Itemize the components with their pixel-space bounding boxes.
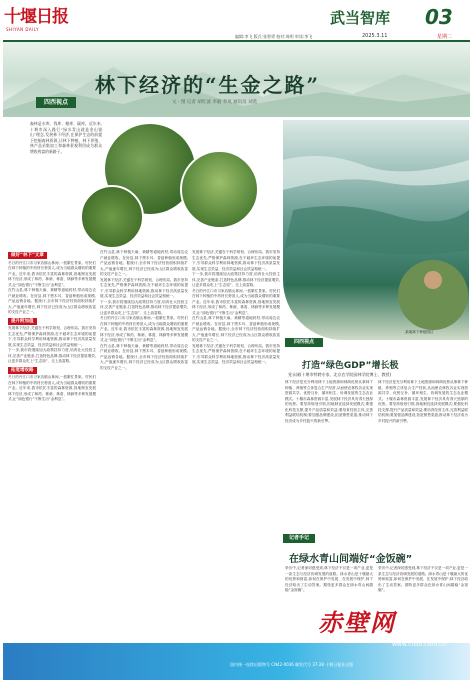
page-number: 03 [425, 5, 453, 29]
paragraph-8: 下一步,我市将继续加大政策扶持力度,培育壮大经营主体,完善产业链条,打造特色品牌,推动林下经济提质增效,让更多群众吃上“生态饭”、走上致富路。 [100, 299, 188, 315]
subhead-1: 做好“林下”文章 [8, 253, 96, 259]
issue-weekday: 星期二 [437, 34, 453, 40]
article-column-2 [100, 250, 188, 640]
article3-badge: 记者手记 [283, 534, 315, 543]
masthead-logo: 十堰日报 [4, 7, 68, 27]
lake-aerial-photo [283, 120, 469, 340]
masthead-subtitle: SHIYAN DAILY [6, 27, 39, 32]
section-kicker: 四西视点 [36, 97, 76, 108]
paragraph-10: 在竹山县,林下种植天麻、黄精等道地药材,带动周边农户就业增收。在房县,林下黑木耳、香菇种植形成规模,产品远销各地。据统计,全市林下经济经营面积持续扩大,产值逐年增长,林下经济已经成为山区群众增收致富的支柱产业之一。 [100, 343, 188, 370]
article-column-3 [192, 250, 280, 640]
site-url[interactable]: www.chibi.com.cn [392, 641, 447, 648]
article-title: 林下经济的“生金之路” [95, 73, 321, 97]
photo-caption: 某地林下种植园区 [405, 330, 434, 334]
article3-column-2: 采访中,记者深切感受到,林下经济不仅是一项产业,更是一条生态与经济协调发展的道路。绿水青山是十堰最大的优势和财富,如何在保护中发展、在发展中保护,林下经济给出了生动答案。期待更多群众在绿水青山间端稳“金饭碗”。 [378, 566, 468, 592]
article-byline: 文・图 记者 胡红波 李毅 李岚 通讯员 刘莫 [172, 100, 258, 105]
paragraph-1: 冬日的丹江口市习家店镇山林间,一派繁忙景象。村民们在林下种植的中药材长势喜人,成为当地群众增收的重要产业。近年来,我市依托丰富的森林资源,因地制宜发展林下经济,形成了林药、林菌、林禽、林蜂等多种发展模式,让“绿色银行”不断生出“金利息”。 [8, 260, 96, 287]
paragraph-11: 发展林下经济,关键在于科学规划、合理布局。我市坚持生态优先,严格保护森林资源,在不破坏生态环境的前提下,引导群众科学利用林地资源,推动林下经济高质量发展,实现生态效益、经济效益和社会效益相统一。 [192, 250, 280, 271]
paragraph-9: 冬日的丹江口市习家店镇山林间,一派繁忙景象。村民们在林下种植的中药材长势喜人,成为当地群众增收的重要产业。近年来,我市依托丰富的森林资源,因地制宜发展林下经济,形成了林药、林菌、林禽、林蜂等多种发展模式,让“绿色银行”不断生出“金利息”。 [100, 316, 188, 342]
forest-photo-2 [180, 150, 259, 229]
paragraph-14: 在竹山县,林下种植天麻、黄精等道地药材,带动周边农户就业增收。在房县,林下黑木耳、香菇种植形成规模,产品远销各地。据统计,全市林下经济经营面积持续扩大,产值逐年增长,林下经济已经成为山区群众增收致富的支柱产业之一。 [192, 316, 280, 342]
article2-title: 打造“绿色GDP”增长极 [302, 361, 399, 371]
editor-line: 编辑:李飞 版式:张智勇 校对:周明 审读:李飞 [235, 34, 313, 39]
subhead-2: 提升附加值 [8, 319, 96, 325]
paragraph-7: 发展林下经济,关键在于科学规划、合理布局。我市坚持生态优先,严格保护森林资源,在不破坏生态环境的前提下,引导群众科学利用林地资源,推动林下经济高质量发展,实现生态效益、经济效益和社会效益相统一。 [100, 277, 188, 298]
article2-byline: 党永刚(十堰市特聘专家、北京农学院园林学院博士、教授) [288, 372, 392, 377]
paragraph-2: 在竹山县,林下种植天麻、黄精等道地药材,带动周边农户就业增收。在房县,林下黑木耳、香菇种植形成规模,产品远销各地。据统计,全市林下经济经营面积持续扩大,产值逐年增长,林下经济已经成为山区群众增收致富的支柱产业之一。 [8, 288, 96, 314]
paragraph-15: 发展林下经济,关键在于科学规划、合理布局。我市坚持生态优先,严格保护森林资源,在不破坏生态环境的前提下,引导群众科学利用林地资源,推动林下经济高质量发展,实现生态效益、经济效益和社会效益相统一。 [192, 343, 280, 364]
footer-text: 国内统一连续出版物号 CN42-0036 邮发代号 37-28 十堰日报社出版 [230, 662, 354, 667]
paragraph-12: 下一步,我市将继续加大政策扶持力度,培育壮大经营主体,完善产业链条,打造特色品牌,推动林下经济提质增效,让更多群众吃上“生态饭”、走上致富路。 [192, 272, 280, 287]
paragraph-6: 在竹山县,林下种植天麻、黄精等道地药材,带动周边农户就业增收。在房县,林下黑木耳、香菇种植形成规模,产品远销各地。据统计,全市林下经济经营面积持续扩大,产值逐年增长,林下经济已经成为山区群众增收致富的支柱产业之一。 [100, 250, 188, 276]
lake-illustration [283, 120, 469, 340]
paragraph-13: 冬日的丹江口市习家店镇山林间,一派繁忙景象。村民们在林下种植的中药材长势喜人,成为当地群众增收的重要产业。近年来,我市依托丰富的森林资源,因地制宜发展林下经济,形成了林药、林菌、林禽、林蜂等多种发展模式,让“绿色银行”不断生出“金利息”。 [192, 288, 280, 315]
section-title: 武当智库 [330, 9, 391, 27]
article3-column-1: 采访中,记者深切感受到,林下经济不仅是一项产业,更是一条生态与经济协调发展的道路。绿水青山是十堰最大的优势和财富,如何在保护中发展、在发展中保护,林下经济给出了生动答案。期待更多群众在绿水青山间端稳“金饭碗”。 [285, 566, 373, 592]
paragraph-4: 下一步,我市将继续加大政策扶持力度,培育壮大经营主体,完善产业链条,打造特色品牌,推动林下经济提质增效,让更多群众吃上“生态饭”、走上致富路。 [8, 348, 96, 363]
paragraph-5: 冬日的丹江口市习家店镇山林间,一派繁忙景象。村民们在林下种植的中药材长势喜人,成为当地群众增收的重要产业。近年来,我市依托丰富的森林资源,因地制宜发展林下经济,形成了林药、林菌、林禽、林蜂等多种发展模式,让“绿色银行”不断生出“金利息”。 [8, 375, 96, 401]
article2-column-2: 林下经济是充分利用林下土地资源和林荫优势从事林下种植、养殖等立体复合生产经营,从而使农林牧各业实现资源共享、优势互补、循环相生、协调发展的生态农业模式。十堰市森林资源丰富,发展林下经济具有得天独厚的优势。要坚持规划引领,因地制宜选择发展模式;要强化科技支撑,提升产品质量和效益;要培育经营主体,完善利益联结机制;要加强品牌建设,拓宽销售渠道,推动林下经济成为乡村振兴的新引擎。 [378, 380, 468, 423]
intro-text: 森林是水库、钱库、粮库、碳库。近年来,十堰市深入践行“绿水青山就是金山银山”理念,发展林下经济,在保护生态的前提下挖掘森林资源,让林下种植、林下养殖、林产品采集加工和森林景观利用成为群众增收致富的新路子。 [30, 121, 102, 154]
issue-date: 2025.3.11 [362, 33, 388, 39]
article2-badge: 四西视点 [285, 338, 323, 347]
article2-column-1: 林下经济是充分利用林下土地资源和林荫优势从事林下种植、养殖等立体复合生产经营,从而使农林牧各业实现资源共享、优势互补、循环相生、协调发展的生态农业模式。十堰市森林资源丰富,发展林下经济具有得天独厚的优势。要坚持规划引领,因地制宜选择发展模式;要强化科技支撑,提升产品质量和效益;要培育经营主体,完善利益联结机制;要加强品牌建设,拓宽销售渠道,推动林下经济成为乡村振兴的新引擎。 [285, 380, 373, 423]
paragraph-3: 发展林下经济,关键在于科学规划、合理布局。我市坚持生态优先,严格保护森林资源,在不破坏生态环境的前提下,引导群众科学利用林地资源,推动林下经济高质量发展,实现生态效益、经济效益和社会效益相统一。 [8, 326, 96, 347]
subhead-3: 拓宽增收路 [8, 368, 96, 374]
site-logo: 赤壁网 [318, 608, 396, 637]
article-column-1 [8, 250, 96, 640]
article3-title: 在绿水青山间端好“金饭碗” [289, 554, 413, 565]
